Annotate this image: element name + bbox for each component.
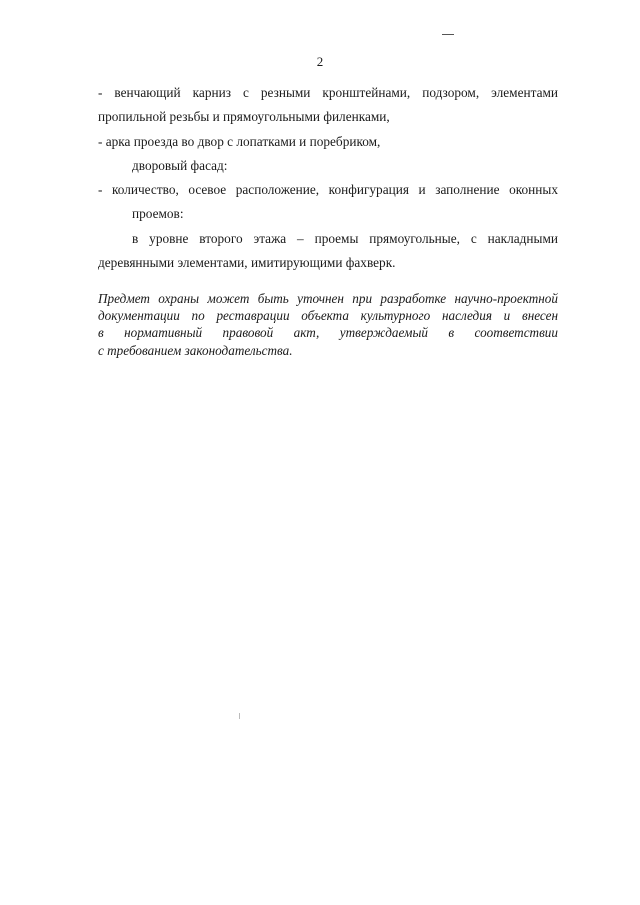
note-line-1: Предмет охраны может быть уточнен при разработке научно-проектной <box>98 291 558 306</box>
list-item-windows-line1: - количество, осевое расположение, конфигурация и заполнение оконных <box>98 182 558 198</box>
list-item-cornice-line1: - венчающий карниз с резными кронштейнами, подзором, элементами <box>98 85 558 100</box>
corner-scan-mark <box>442 30 454 35</box>
page-number: 2 <box>316 54 324 69</box>
section-heading-courtyard-facade: дворовый фасад: <box>132 157 228 173</box>
list-item-cornice-line2: пропильной резьбы и прямоугольными филенками, <box>98 109 390 125</box>
list-item-second-floor-line1: в уровне второго этажа – проемы прямоугольные, с накладными <box>132 230 558 246</box>
note-line-3: в нормативный правовой акт, утверждаемый в соответствии <box>98 325 558 341</box>
note-line-2: документации по реставрации объекта культурного наследия и внесен <box>98 308 558 324</box>
list-item-second-floor-line2: деревянными элементами, имитирующими фахверк. <box>98 255 396 271</box>
note-line-4: с требованием законодательства. <box>98 342 293 358</box>
clarification-note <box>98 290 558 359</box>
scan-artifact-mark <box>239 713 240 719</box>
list-item-windows-line2: проемов: <box>132 206 184 222</box>
protection-subject-list <box>98 81 558 275</box>
list-item-arch: - арка проезда во двор с лопатками и поребриком, <box>98 133 381 149</box>
